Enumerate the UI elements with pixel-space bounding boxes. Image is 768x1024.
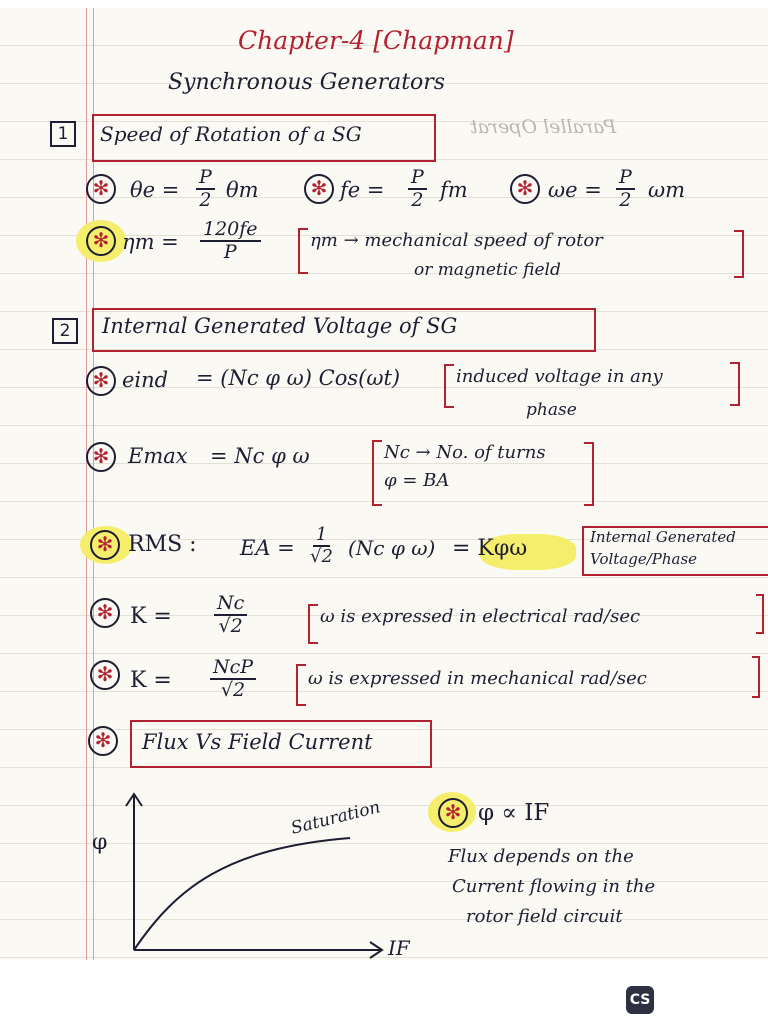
bullet-star-icon: ✻: [88, 726, 118, 756]
equation-fraction: [196, 168, 215, 211]
note-bracket-open: [372, 440, 382, 506]
fraction-denominator: 2: [199, 188, 212, 211]
fraction-numerator: P: [196, 168, 215, 190]
bullet-star-icon: ✻: [86, 226, 116, 256]
note-bracket-close: [584, 442, 594, 506]
note-bracket-open: [308, 604, 318, 644]
section-title: Internal Generated Voltage of SG: [102, 314, 458, 338]
bullet-star-icon: ✻: [90, 598, 120, 628]
note-bracket-open: [298, 228, 308, 274]
note-text: Nc → No. of turns: [384, 442, 546, 463]
fraction-numerator: 120fe: [200, 220, 261, 242]
fraction-denominator: 2: [619, 188, 632, 211]
fraction-denominator: √2: [310, 545, 333, 567]
bullet-star-icon: ✻: [90, 530, 120, 560]
bullet-star-icon: ✻: [86, 174, 116, 204]
note-text: or magnetic field: [414, 260, 561, 280]
fraction-denominator: 2: [411, 188, 424, 211]
description-line: Current flowing in the: [452, 876, 656, 897]
fraction-numerator: 1: [313, 526, 330, 547]
bullet-star-icon: ✻: [438, 798, 468, 828]
notebook-page: [0, 8, 768, 960]
fraction-denominator: √2: [218, 614, 243, 637]
bullet-star-icon: ✻: [86, 366, 116, 396]
rms-label: RMS :: [128, 532, 197, 557]
description-line: rotor field circuit: [466, 906, 623, 927]
note-text: Internal Generated: [590, 528, 736, 546]
bullet-star-icon: ✻: [304, 174, 334, 204]
fraction-denominator: P: [223, 240, 237, 263]
equation-rhs: = (Nc φ ω) Cos(ωt): [196, 366, 401, 390]
section-title: Speed of Rotation of a SG: [100, 122, 362, 146]
equation-lhs: K =: [130, 604, 172, 629]
equation-rhs: (Nc φ ω): [348, 536, 436, 560]
fraction-numerator: P: [616, 168, 635, 190]
note-bracket-close: [734, 230, 744, 278]
equation-lhs: EA =: [240, 536, 295, 560]
note-text: phase: [526, 400, 577, 420]
equation-fraction: [210, 658, 256, 701]
equation-fraction: [214, 594, 247, 637]
equation-fraction: [200, 220, 261, 263]
section-number: 1: [50, 121, 76, 147]
section-number: 2: [52, 318, 78, 344]
equation-result: = Kφω: [452, 536, 528, 561]
note-text: induced voltage in any: [456, 366, 663, 387]
equation-lhs: ηm =: [122, 230, 179, 254]
equation-lhs: eind: [122, 368, 169, 392]
fraction-numerator: P: [408, 168, 427, 190]
x-axis-label: IF: [388, 936, 410, 960]
note-bracket-close: [752, 656, 760, 698]
proportionality-relation: φ ∝ IF: [478, 800, 550, 826]
equation-lhs: fe =: [340, 178, 385, 202]
equation-lhs: ωe =: [548, 178, 602, 202]
note-text: ω is expressed in electrical rad/sec: [320, 606, 641, 627]
bullet-star-icon: ✻: [86, 442, 116, 472]
note-bracket-close: [756, 594, 764, 634]
note-bracket-close: [730, 362, 740, 406]
equation-lhs: θe =: [130, 178, 180, 202]
fraction-numerator: NcP: [210, 658, 256, 680]
equation-lhs: Emax: [128, 444, 188, 468]
section-title: Flux Vs Field Current: [142, 730, 373, 754]
camscanner-logo: CS: [626, 986, 654, 1014]
curve-label: Saturation: [288, 797, 383, 839]
page-subtitle: Synchronous Generators: [168, 70, 446, 95]
fraction-denominator: √2: [220, 678, 246, 701]
description-line: Flux depends on the: [448, 846, 634, 867]
note-bracket-open: [296, 664, 306, 706]
saturation-curve: [134, 838, 350, 950]
equation-lhs: K =: [130, 668, 172, 693]
note-bracket-open: [444, 364, 454, 408]
note-text: Voltage/Phase: [590, 550, 698, 568]
bullet-star-icon: ✻: [510, 174, 540, 204]
equation-fraction: [616, 168, 635, 211]
equation-rhs: θm: [226, 178, 259, 202]
chapter-title: Chapter-4 [Chapman]: [238, 26, 514, 55]
bullet-star-icon: ✻: [90, 660, 120, 690]
equation-rhs: = Nc φ ω: [210, 444, 310, 468]
bleed-through-text: Parallel Operat: [470, 116, 617, 138]
note-text: φ = BA: [384, 470, 450, 491]
fraction-numerator: Nc: [214, 594, 247, 616]
note-text: ω is expressed in mechanical rad/sec: [308, 668, 647, 689]
equation-rhs: fm: [440, 178, 468, 202]
equation-fraction: [408, 168, 427, 211]
equation-fraction: [310, 526, 333, 567]
note-text: ηm → mechanical speed of rotor: [310, 230, 603, 251]
y-axis-label: φ: [92, 830, 108, 855]
equation-rhs: ωm: [648, 178, 686, 202]
